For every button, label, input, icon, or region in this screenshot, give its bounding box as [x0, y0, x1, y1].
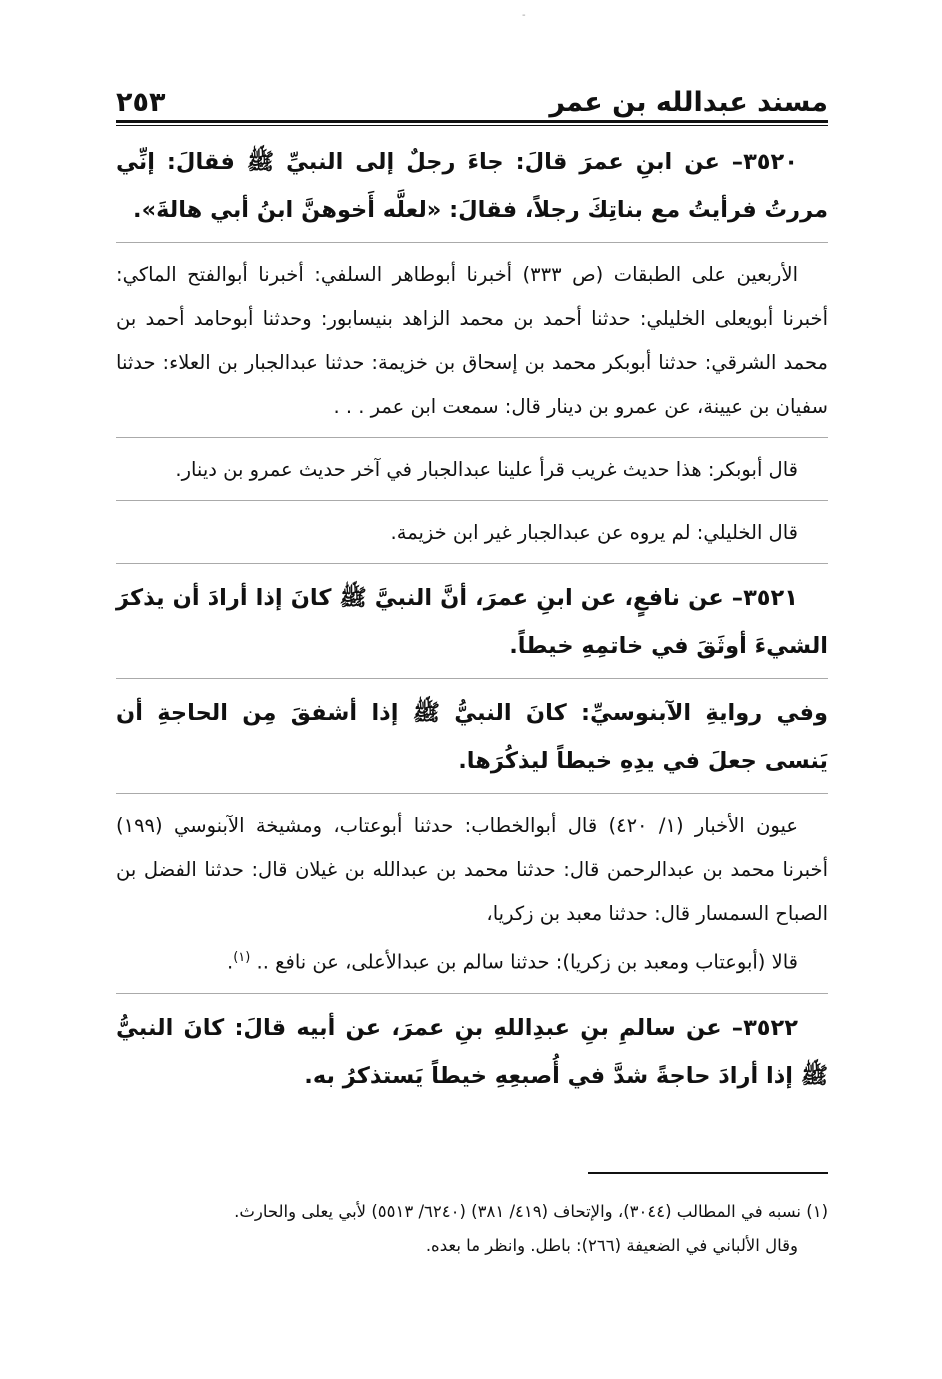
- takhrij-3520: الأربعين على الطبقات (ص ٣٣٣) أخبرنا أبوطاهر السلفي: أخبرنا أبوالفتح الماكي: أخبرنا أبويعلى الخليلي: حدثنا أحمد بن محمد الزاهد بنيسابور: وحدثنا أبوحامد أحمد بن محمد الشرقي: حدثنا أبوبكر محمد بن إسحاق بن خزيمة: حدثنا عبدالجبار بن العلاء: حدثنا سفيان بن عيينة، عن عمرو بن دينار قال: سمعت ابن عمر . . .: [116, 263, 828, 418]
- takhrij-3521-note-text: قالا (أبوعتاب ومعبد بن زكريا): حدثنا سالم بن عبدالأعلى، عن نافع ..: [256, 950, 798, 974]
- footnotes: [116, 1195, 828, 1263]
- section-divider: [116, 793, 828, 794]
- hadith-3521: ٣٥٢١– عن نافعٍ، عن ابنِ عمرَ، أنَّ النبيَّ ﷺ كانَ إذا أرادَ أن يذكرَ الشيءَ أوثَقَ في خاتمِهِ خيطاً.: [116, 585, 828, 659]
- footnote-1-continued: وقال الألباني في الضعيفة (٢٦٦): باطل. وانظر ما بعده.: [425, 1236, 798, 1255]
- page-number: ٢٥٣: [116, 87, 166, 118]
- header-title: مسند عبدالله بن عمر: [549, 87, 828, 118]
- takhrij-3520-note-2: قال الخليلي: لم يروه عن عبدالجبار غير ابن خزيمة.: [390, 521, 798, 544]
- hadith-3520: ٣٥٢٠– عن ابنِ عمرَ قالَ: جاءَ رجلٌ إلى النبيِّ ﷺ فقالَ: إنِّي مررتُ فرأيتُ مع بناتِكَ رجلاً، فقالَ: «لعلَّه أَخوهنَّ ابنُ أبي هالةَ».: [116, 149, 828, 223]
- takhrij-3521: عيون الأخبار (١/ ٤٢٠) قال أبوالخطاب: حدثنا أبوعتاب، ومشيخة الآبنوسي (١٩٩) أخبرنا محمد بن عبدالرحمن قال: حدثنا محمد بن عبدالله بن غيلان قال: حدثنا الفضل بن الصباح السمسار قال: حدثنا معبد بن زكريا،: [116, 814, 828, 925]
- hadith-3522: ٣٥٢٢– عن سالمِ بنِ عبدِاللهِ بنِ عمرَ، عن أبيه قالَ: كانَ النبيُّ ﷺ إذا أرادَ حاجةً شدَّ في أُصبعِهِ خيطاً يَستذكرُ به.: [116, 1014, 828, 1089]
- main-text: [116, 138, 828, 1100]
- hadith-3521-variant: وفي روايةِ الآبنوسيِّ: كانَ النبيُّ ﷺ إذا أشفقَ مِن الحاجةِ أن يَنسى جعلَ في يدِهِ خيطاً ليذكُرَها.: [116, 700, 828, 774]
- section-divider: [116, 242, 828, 243]
- takhrij-3521-note-1: [116, 936, 828, 985]
- section-divider: [116, 993, 828, 994]
- footnote-ref: (١): [233, 950, 251, 965]
- section-divider: [116, 678, 828, 679]
- footnote-1: (١) نسبه في المطالب (٣٠٤٤)، والإتحاف (٤١٩/ ٣٨١) (٦٢٤٠/ ٥٥١٣) لأبي يعلى والحارث.: [234, 1202, 828, 1221]
- section-divider: [116, 437, 828, 438]
- section-divider: [116, 500, 828, 501]
- takhrij-3521-note-end: .: [226, 950, 234, 974]
- section-divider: [116, 563, 828, 564]
- scan-mark: -: [522, 10, 526, 21]
- header-rule: [116, 120, 828, 126]
- takhrij-3520-note-1: قال أبوبكر: هذا حديث غريب قرأ علينا عبدالجبار في آخر حديث عمرو بن دينار.: [175, 458, 798, 481]
- running-header: [116, 84, 828, 124]
